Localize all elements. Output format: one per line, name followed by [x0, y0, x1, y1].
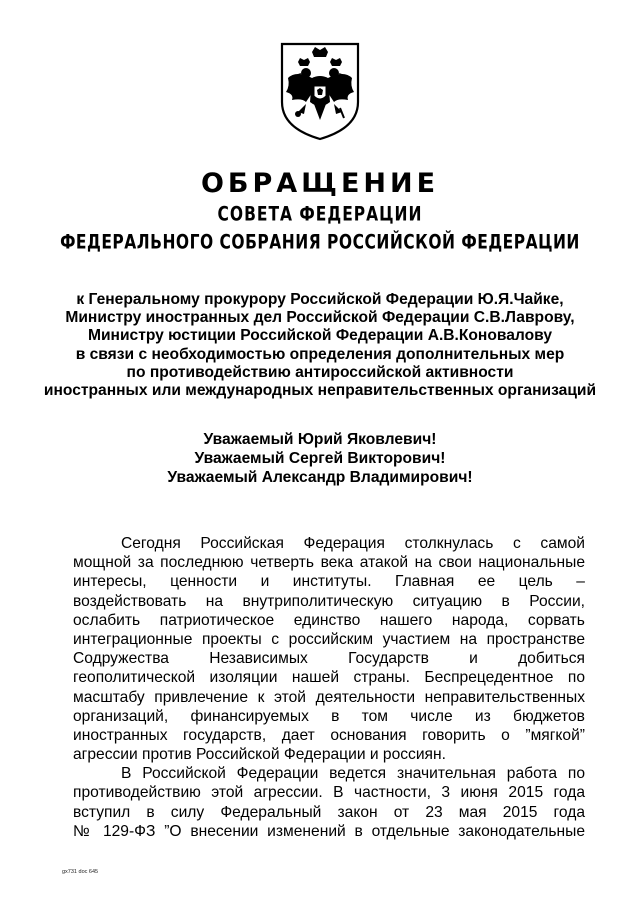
body-word: финансируемых — [190, 707, 309, 725]
body-word: России, — [529, 592, 585, 610]
body-word: народа, — [451, 611, 509, 629]
body-line — [73, 649, 585, 668]
body-line: № 129-ФЗ ”О внесении изменений в отдельные законодательные — [73, 822, 585, 840]
body-word: внутриполитическую — [242, 592, 394, 610]
body-line — [73, 707, 585, 726]
body-word: Независимых — [209, 650, 308, 668]
body-word: Главная — [395, 573, 455, 591]
body-line: масштабу привлечение к этой деятельности неправительственных — [73, 688, 585, 706]
greeting-line: Уважаемый Александр Владимирович! — [167, 468, 473, 486]
body-word: в — [501, 592, 510, 610]
body-word: и — [469, 650, 478, 668]
body-word: нашего — [379, 611, 433, 629]
body-word: Сегодня — [121, 535, 181, 552]
body-word: интересы, — [73, 573, 147, 591]
addressee-line: Министру иностранных дел Российской Федерации С.В.Лаврову, — [65, 309, 575, 327]
addressee-line: Министру юстиции Российской Федерации А.В.Коновалову — [87, 327, 553, 345]
document-subtitle-1: СОВЕТА ФЕДЕРАЦИИ — [217, 203, 423, 226]
body-word: ценности — [170, 573, 238, 591]
addressee-line: по противодействию антироссийской активности — [126, 363, 514, 381]
body-word: ее — [477, 573, 496, 591]
body-line — [73, 534, 585, 553]
body-word: институты. — [292, 573, 372, 591]
addressee-line: к Генеральному прокурору Российской Федерации Ю.Я.Чайке, — [76, 291, 564, 308]
body-word: ситуацию — [412, 592, 483, 610]
body-word: столкнулась — [404, 535, 494, 552]
addressee-line: в связи с необходимостью определения дополнительных мер — [75, 345, 565, 363]
body-word: числе — [410, 707, 453, 725]
body-word: Федерация — [303, 535, 385, 552]
body-word: с — [512, 535, 521, 552]
body-line: мощной за последнюю четверть века атакой на свои национальные — [73, 554, 585, 572]
document-subtitle-2: ФЕДЕРАЛЬНОГО СОБРАНИЯ РОССИЙСКОЙ ФЕДЕРАЦИИ — [60, 231, 580, 254]
body-word: единство — [293, 611, 361, 629]
body-word: патриотическое — [159, 611, 275, 629]
body-line: противодействию этой агрессии. В частности, 3 июня 2015 года — [73, 784, 585, 802]
body-line — [73, 611, 585, 630]
body-word: цель — [518, 573, 553, 591]
body-word: в — [331, 707, 340, 725]
body-word: Государств — [348, 650, 429, 668]
body-word: бюджетов — [513, 707, 585, 725]
coat-of-arms-emblem — [276, 40, 364, 142]
body-word: воздействовать — [73, 592, 187, 610]
body-word: Российская — [200, 535, 284, 552]
body-line — [73, 572, 585, 591]
body-word: – — [576, 573, 585, 591]
body-line: иностранных государств, дает основания говорить о ”мягкой” — [73, 726, 585, 744]
double-headed-eagle-icon — [276, 40, 364, 142]
body-line: геополитической изоляции нашей страны. Беспрецедентное по — [73, 669, 585, 687]
body-word: самой — [540, 535, 585, 552]
document-title: ОБРАЩЕНИЕ — [200, 168, 440, 199]
body-word: Содружества — [73, 650, 169, 668]
body-word: и — [260, 573, 270, 591]
document-footer-code: gx731 doc 645 — [62, 869, 99, 875]
body-text — [73, 534, 585, 841]
body-line: В Российской Федерации ведется значительная работа по — [121, 765, 585, 783]
body-word: добиться — [518, 650, 585, 668]
greeting-line: Уважаемый Юрий Яковлевич! — [203, 431, 437, 448]
greetings-block — [40, 431, 600, 487]
body-line — [73, 592, 585, 611]
body-word: сорвать — [527, 611, 585, 629]
body-word: на — [205, 592, 224, 610]
body-line: агрессии против Российской Федерации и россиян. — [73, 746, 446, 764]
body-word: организаций, — [73, 707, 169, 725]
body-word: ослабить — [73, 611, 141, 629]
body-line: интеграционные проекты с российским участием на пространстве — [73, 630, 585, 648]
greeting-line: Уважаемый Сергей Викторович! — [194, 449, 446, 467]
addressees-block — [40, 291, 600, 400]
body-word: из — [474, 707, 491, 725]
addressee-line: иностранных или международных неправительственных организаций — [43, 382, 597, 400]
body-word: том — [361, 707, 389, 725]
body-line: вступил в силу Федеральный закон от 23 мая 2015 года — [73, 803, 585, 821]
